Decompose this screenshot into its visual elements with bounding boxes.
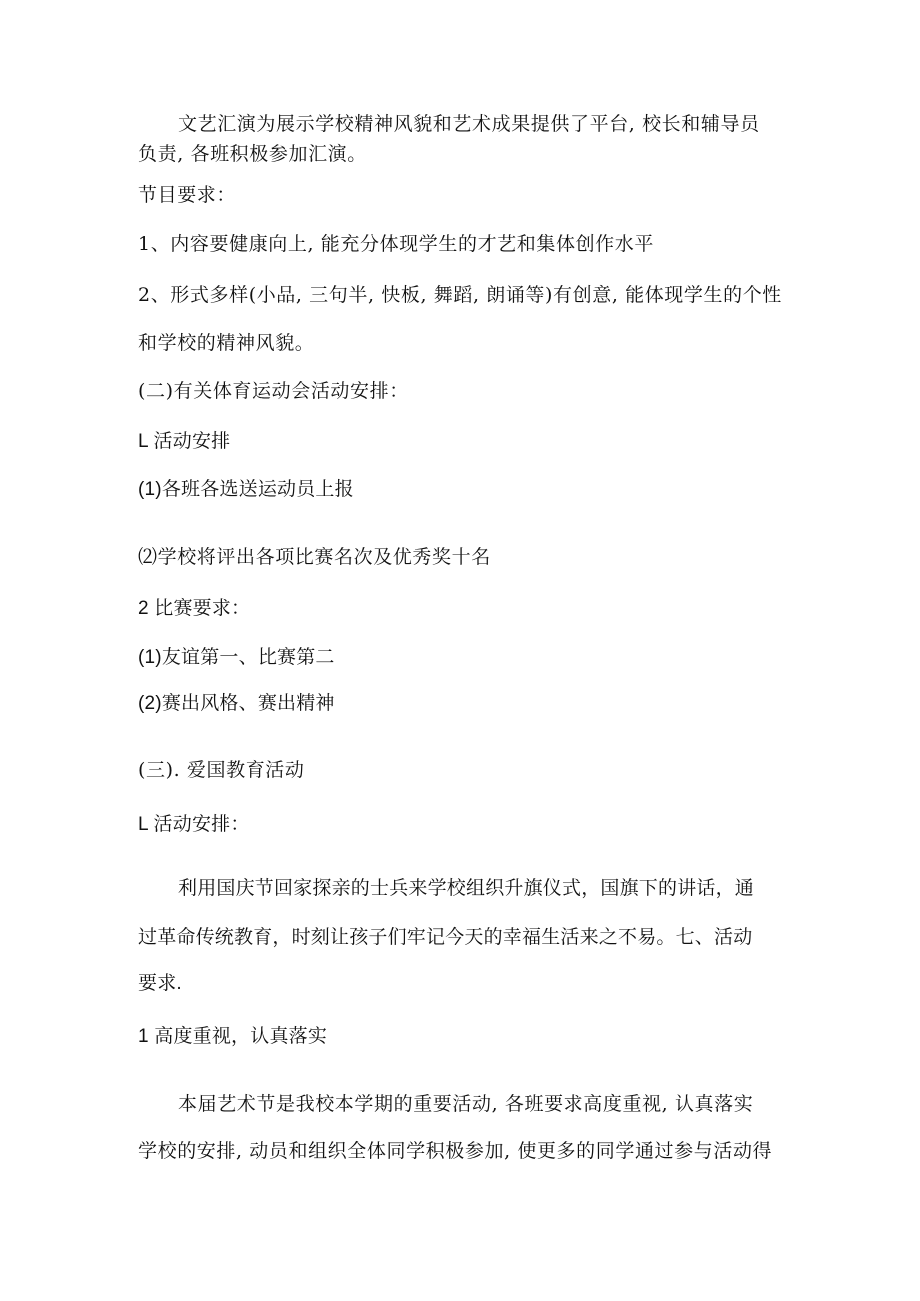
- sports-activity-arrangement: L 活动安排: [138, 431, 231, 452]
- patriotic-paragraph-line-3: 要求.: [138, 973, 182, 994]
- sports-item-1: (1)各班各选送运动员上报: [138, 479, 354, 500]
- heading-sports-meet: (二)有关体育运动会活动安排：: [138, 380, 409, 402]
- arts-festival-paragraph-line-1: 本届艺术节是我校本学期的重要活动, 各班要求高度重视, 认真落实: [178, 1093, 754, 1115]
- requirement-item-2-line-1: 2、形式多样(小品, 三句半, 快板, 舞蹈, 朗诵等)有创意, 能体现学生的个性: [138, 284, 782, 306]
- patriotic-paragraph-line-2: 过革命传统教育，时刻让孩子们牢记今天的幸福生活来之不易。七、活动: [138, 927, 753, 948]
- requirement-item-2-line-2: 和学校的精神风貌。: [138, 332, 315, 354]
- requirement-item-1: 1、内容要健康向上, 能充分体现学生的才艺和集体创作水平: [138, 233, 654, 255]
- competition-item-1: (1)友谊第一、比赛第二: [138, 647, 335, 668]
- competition-item-2: (2)赛出风格、赛出精神: [138, 693, 335, 714]
- heading-patriotic-education: (三). 爱国教育活动: [138, 759, 305, 781]
- patriotic-paragraph-line-1: 利用国庆节回家探亲的士兵来学校组织升旗仪式，国旗下的讲话，通: [178, 878, 755, 899]
- arts-festival-paragraph-line-2: 学校的安排, 动员和组织全体同学积极参加, 使更多的同学通过参与活动得: [138, 1140, 773, 1162]
- heading-high-attention: 1 高度重视，认真落实: [138, 1026, 328, 1047]
- heading-program-requirements: 节目要求：: [138, 184, 237, 206]
- paragraph-arts-intro-line-2: 负责, 各班积极参加汇演。: [138, 143, 367, 165]
- competition-requirements: 2 比赛要求：: [138, 598, 251, 619]
- sports-item-2: ⑵学校将评出各项比赛名次及优秀奖十名: [138, 546, 491, 568]
- paragraph-arts-intro-line-1: 文艺汇演为展示学校精神风貌和艺术成果提供了平台, 校长和辅导员: [178, 113, 760, 135]
- patriotic-activity-arrangement: L 活动安排：: [138, 814, 250, 835]
